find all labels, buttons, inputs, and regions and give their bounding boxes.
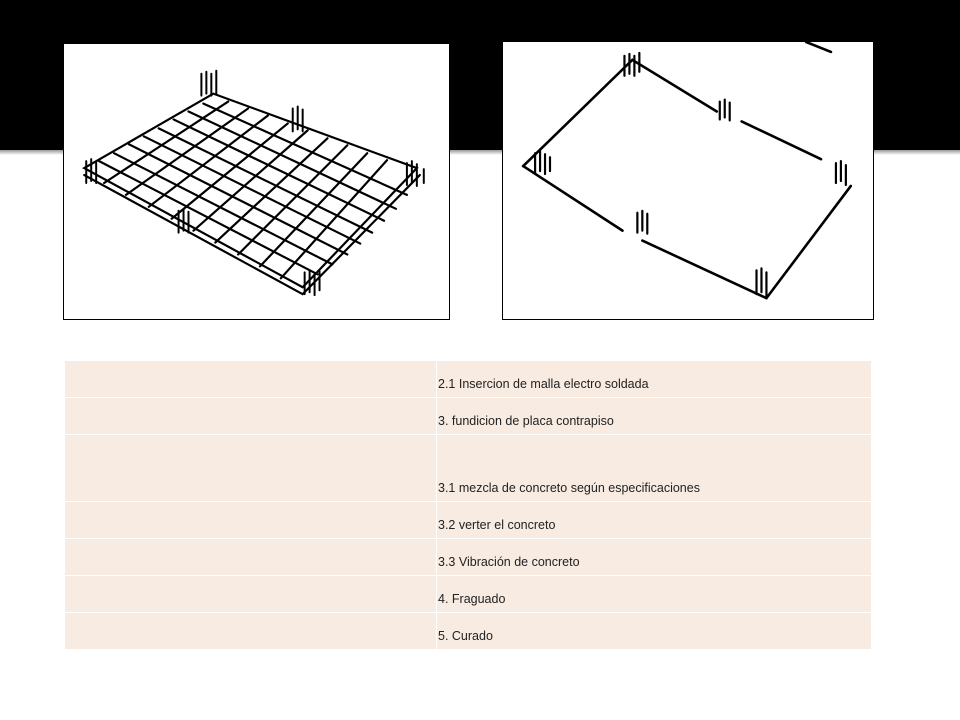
table-row — [65, 398, 872, 435]
table-row — [65, 502, 872, 539]
step-label: 3.3 Vibración de concreto — [437, 539, 872, 576]
table-row — [65, 539, 872, 576]
construction-steps-table — [64, 360, 872, 650]
table-cell-empty — [65, 539, 437, 576]
step-label: 3.2 verter el concreto — [437, 502, 872, 539]
slab-outline-sketch — [502, 41, 874, 320]
step-label: 3. fundicion de placa contrapiso — [437, 398, 872, 435]
slab-outline-drawing — [503, 42, 873, 319]
table-cell-empty — [65, 576, 437, 613]
mesh-slab-sketch — [63, 43, 450, 320]
step-label: 2.1 Insercion de malla electro soldada — [437, 361, 872, 398]
table-cell-empty — [65, 502, 437, 539]
table-row — [65, 361, 872, 398]
table-cell-empty — [65, 361, 437, 398]
step-label: 5. Curado — [437, 613, 872, 650]
table-row — [65, 613, 872, 650]
table-row — [65, 435, 872, 502]
step-label: 4. Fraguado — [437, 576, 872, 613]
table-cell-empty — [65, 398, 437, 435]
table-cell-empty — [65, 435, 437, 502]
table-cell-empty — [65, 613, 437, 650]
table-row — [65, 576, 872, 613]
mesh-slab-drawing — [64, 44, 449, 319]
step-label: 3.1 mezcla de concreto según especificaciones — [437, 435, 872, 502]
